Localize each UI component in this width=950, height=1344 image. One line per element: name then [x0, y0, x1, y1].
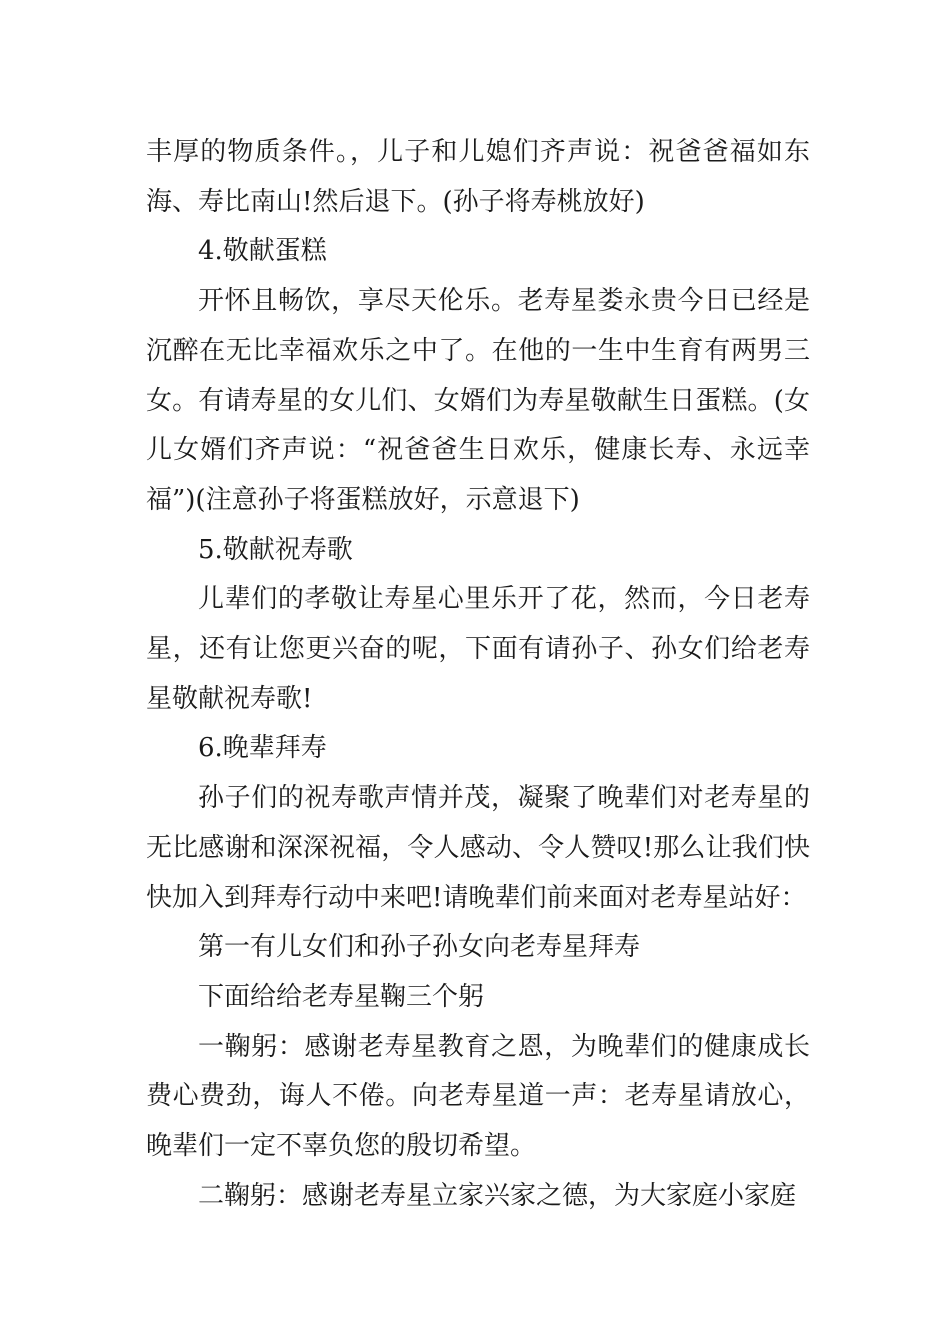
paragraph-4: 孙子们的祝寿歌声情并茂，凝聚了晚辈们对老寿星的无比感谢和深深祝福，令人感动、令人赞叹!那么让我们快快加入到拜寿行动中来吧!请晚辈们前来面对老寿星站好： — [146, 783, 810, 913]
line-first-bow-group: 第一有儿女们和孙子孙女向老寿星拜寿 — [198, 932, 641, 963]
paragraph-second-bow: 二鞠躬：感谢老寿星立家兴家之德，为大家庭小家庭 — [198, 1180, 797, 1211]
line-three-bows: 下面给给老寿星鞠三个躬 — [198, 981, 485, 1012]
section-heading-5: 5.敬献祝寿歌 — [198, 534, 353, 565]
section-heading-6: 6.晚辈拜寿 — [198, 733, 327, 764]
paragraph-first-bow: 一鞠躬：感谢老寿星教育之恩，为晚辈们的健康成长费心费劲，诲人不倦。向老寿星道一声：老寿星请放心，晚辈们一定不辜负您的殷切希望。 — [146, 1031, 810, 1162]
paragraph-3: 儿辈们的孝敬让寿星心里乐开了花，然而，今日老寿星，还有让您更兴奋的呢，下面有请孙子、孙女们给老寿星敬献祝寿歌! — [146, 584, 810, 714]
paragraph-2: 开怀且畅饮，享尽天伦乐。老寿星娄永贵今日已经是沉醉在无比幸福欢乐之中了。在他的一生中生育有两男三女。有请寿星的女儿们、女婿们为寿星敬献生日蛋糕。(女儿女婿们齐声说：“祝爸爸生日欢乐，健康长寿、永远幸福”)(注意孙子将蛋糕放好，示意退下) — [146, 286, 810, 515]
paragraph-1: 丰厚的物质条件。，儿子和儿媳们齐声说：祝爸爸福如东海、寿比南山!然后退下。(孙子将寿桃放好) — [146, 137, 810, 217]
document-body — [146, 128, 810, 1221]
section-heading-4: 4.敬献蛋糕 — [198, 236, 327, 267]
